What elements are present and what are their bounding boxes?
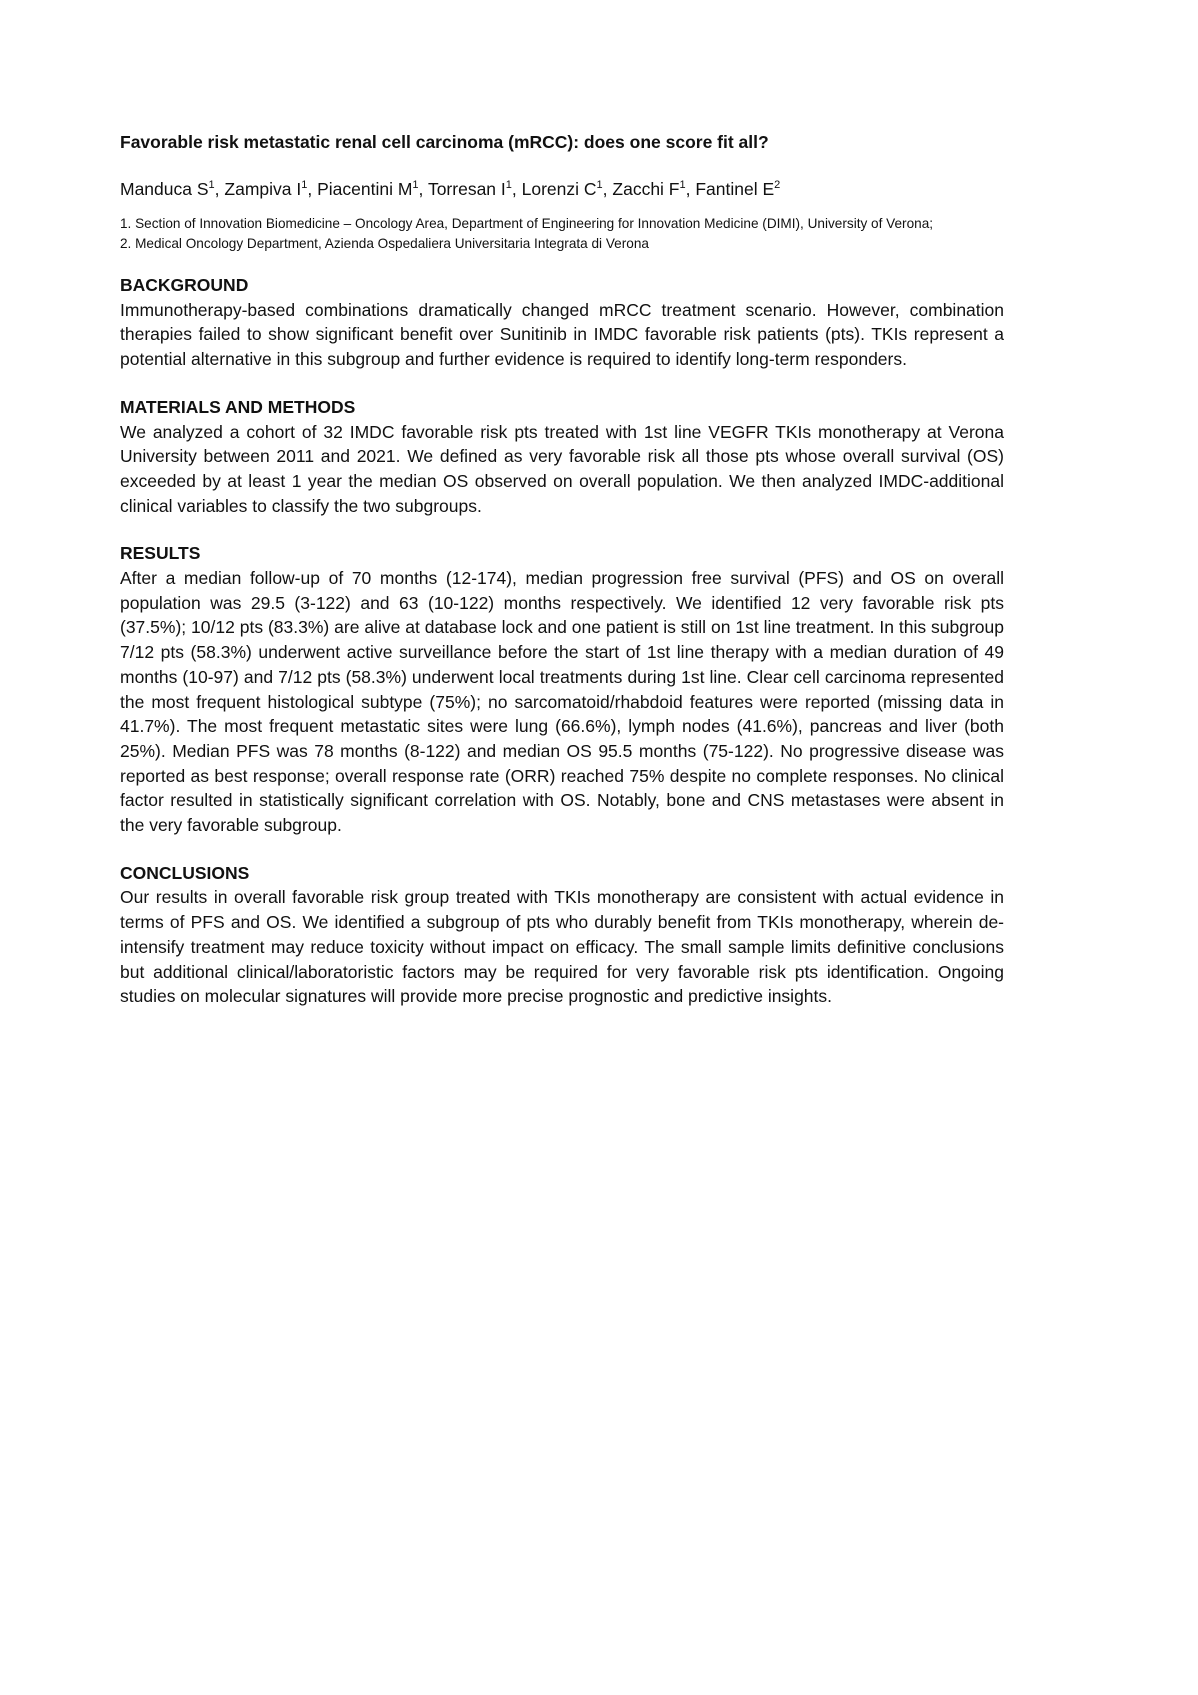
author: Zacchi $F^1$ [612,179,686,199]
author: Torresan $I^1$ [427,179,512,199]
author: Fantinel $E^2$ [695,179,781,199]
section-heading: MATERIALS AND METHODS [120,396,356,417]
author: Lorenzi $C^1$ [521,179,603,199]
section-methods [120,395,1004,519]
section-text: After a median follow-up of 70 months (12-174), median progression free survival (PFS) and OS on overall population was 29.5 (3-122) and 63 (10-122) months respectively. We identified 12 very favorable risk pts (37.5%); 10/12 pts (83.3%) are alive at database lock and one patient is still on 1st line treatment. In this subgroup 7/12 pts (58.3%) underwent active surveillance before the start of 1st line therapy with a median duration of 49 months (10-97) and 7/12 pts (58.3%) underwent local treatments during 1st line. Clear cell carcinoma represented the most frequent histological subtype (75%); no sarcomatoid/rhabdoid features were reported (missing data in 41.7%). The most frequent metastatic sites were lung (66.6%), lymph nodes (41.6%), pancreas and liver (both 25%). Median PFS was 78 months (8-122) and median OS 95.5 months (75-122). No progressive disease was reported as best response; overall response rate (ORR) reached 75% despite no complete responses. No clinical factor resulted in statistically significant correlation with OS. Notably, bone and CNS metastases were absent in the very favorable subgroup. [120,568,1004,836]
affiliation-2: 2. Medical Oncology Department, Azienda Ospedaliera Universitaria Integrata di Verona [120,236,649,251]
abstract-page [120,130,1004,1009]
affiliations [120,214,1004,254]
section-text: Immunotherapy-based combinations dramatically changed mRCC treatment scenario. However, combination therapies failed to show significant benefit over Sunitinib in IMDC favorable risk patients (pts). TKIs represent a potential alternative in this subgroup and further evidence is required to identify long-term responders. [120,299,1004,370]
author: Zampiva $I^1$ [224,179,308,199]
author-list: Manduca $S^1$, Zampiva $I^1$, Piacentini $M^1$, Torresan $I^1$, Lorenzi $C^1$, Zacchi $F^1$, Fantinel $E^2$ [120,179,781,199]
author: Manduca $S^1$ [120,179,215,199]
section-text: We analyzed a cohort of 32 IMDC favorable risk pts treated with 1st line VEGFR TKIs monotherapy at Verona University between 2011 and 2021. We defined as very favorable risk all those pts whose overall survival (OS) exceeded by at least 1 year the median OS observed on overall population. We then analyzed IMDC-additional clinical variables to classify the two subgroups. [120,421,1004,516]
section-results [120,541,1004,837]
section-heading: BACKGROUND [120,275,249,295]
section-conclusions [120,861,1004,1009]
author: Piacentini $M^1$ [317,179,419,199]
section-background [120,273,1004,372]
section-heading: CONCLUSIONS [120,862,250,883]
section-heading: RESULTS [120,543,201,564]
section-text: Our results in overall favorable risk group treated with TKIs monotherapy are consistent with actual evidence in terms of PFS and OS. We identified a subgroup of pts who durably benefit from TKIs monotherapy, wherein de-intensify treatment may reduce toxicity without impact on efficacy. The small sample limits definitive conclusions but additional clinical/laboratoristic factors may be required for very favorable risk pts identification. Ongoing studies on molecular signatures will provide more precise prognostic and predictive insights. [120,887,1004,1007]
affiliation-1: 1. Section of Innovation Biomedicine – Oncology Area, Department of Engineering for Innovation Medicine (DIMI), University of Verona; [120,216,934,231]
abstract-title: Favorable risk metastatic renal cell carcinoma (mRCC): does one score fit all? [120,132,769,152]
